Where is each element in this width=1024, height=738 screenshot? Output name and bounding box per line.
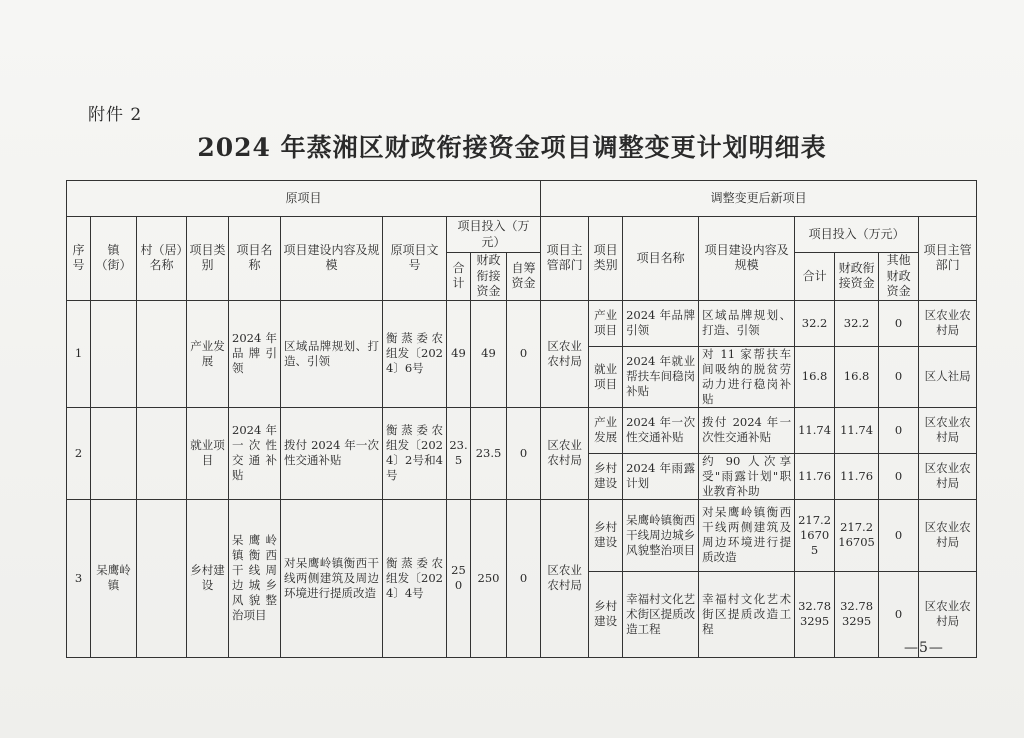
new-content-header: 项目建设内容及规模 — [699, 217, 795, 301]
village-header: 村（居）名称 — [137, 217, 187, 301]
doc-no-cell: 衡蒸委农组发〔2024〕4号 — [383, 499, 447, 657]
new-project-header: 调整变更后新项目 — [541, 181, 977, 217]
new-investment-header: 项目投入（万元） — [795, 217, 919, 253]
new-dept-cell: 区农业农村局 — [919, 453, 977, 499]
new-dept-cell: 区农业农村局 — [919, 407, 977, 453]
table-row — [67, 499, 977, 571]
new-other-header: 其他财政资金 — [879, 253, 919, 301]
new-name-cell: 2024 年就业帮扶车间稳岗补贴 — [623, 346, 699, 407]
new-dept-cell: 区农业农村局 — [919, 571, 977, 657]
new-category-cell: 乡村建设 — [589, 571, 623, 657]
self-raised-cell: 0 — [507, 499, 541, 657]
project-adjustment-table — [66, 180, 977, 658]
page-title: 2024 年蒸湘区财政衔接资金项目调整变更计划明细表 — [197, 133, 827, 162]
total-header: 合计 — [447, 253, 471, 301]
new-content-cell: 拨付 2024 年一次性交通补贴 — [699, 407, 795, 453]
category-header: 项目类别 — [187, 217, 229, 301]
new-category-cell: 乡村建设 — [589, 453, 623, 499]
name-header: 项目名称 — [229, 217, 281, 301]
name-cell: 2024年品牌引领 — [229, 300, 281, 407]
town-cell — [91, 407, 137, 499]
village-cell — [137, 407, 187, 499]
new-fiscal-cell: 11.74 — [835, 407, 879, 453]
new-category-cell: 乡村建设 — [589, 499, 623, 571]
new-other-cell: 0 — [879, 571, 919, 657]
content-header: 项目建设内容及规模 — [281, 217, 383, 301]
new-category-cell: 就业项目 — [589, 346, 623, 407]
new-dept-cell: 区人社局 — [919, 346, 977, 407]
new-name-cell: 呆鹰岭镇衡西干线周边城乡风貌整治项目 — [623, 499, 699, 571]
category-cell: 乡村建设 — [187, 499, 229, 657]
name-cell: 2024年一次性交通补贴 — [229, 407, 281, 499]
new-total-cell: 11.76 — [795, 453, 835, 499]
content-cell: 对呆鹰岭镇衡西干线两侧建筑及周边环境进行提质改造 — [281, 499, 383, 657]
seq-header: 序号 — [67, 217, 91, 301]
new-other-cell: 0 — [879, 407, 919, 453]
doc-no-cell: 衡蒸委农组发〔2024〕2号和4号 — [383, 407, 447, 499]
new-fiscal-cell: 32.2 — [835, 300, 879, 346]
attachment-label: 附件 2 — [88, 105, 143, 125]
village-cell — [137, 499, 187, 657]
content-cell: 拨付 2024 年一次性交通补贴 — [281, 407, 383, 499]
seq-cell: 2 — [67, 407, 91, 499]
total-cell: 49 — [447, 300, 471, 407]
new-total-header: 合计 — [795, 253, 835, 301]
content-cell: 区域品牌规划、打造、引领 — [281, 300, 383, 407]
dept-cell: 区农业农村局 — [541, 300, 589, 407]
new-fiscal-cell: 32.783295 — [835, 571, 879, 657]
doc-no-header: 原项目文号 — [383, 217, 447, 301]
fiscal-cell: 49 — [471, 300, 507, 407]
new-dept-cell: 区农业农村局 — [919, 300, 977, 346]
new-category-header: 项目类别 — [589, 217, 623, 301]
new-content-cell: 对呆鹰岭镇衡西干线两侧建筑及周边环境进行提质改造 — [699, 499, 795, 571]
new-dept-header: 项目主管部门 — [919, 217, 977, 301]
new-category-cell: 产业发展 — [589, 407, 623, 453]
self-raised-cell: 0 — [507, 300, 541, 407]
new-fiscal-cell: 16.8 — [835, 346, 879, 407]
town-cell — [91, 300, 137, 407]
new-total-cell: 217.216705 — [795, 499, 835, 571]
fiscal-cell: 23.5 — [471, 407, 507, 499]
page-number: —5— — [904, 640, 944, 656]
new-content-cell: 幸福村文化艺术街区提质改造工程 — [699, 571, 795, 657]
village-cell — [137, 300, 187, 407]
table-row — [67, 407, 977, 453]
fiscal-header: 财政衔接资金 — [471, 253, 507, 301]
new-name-cell: 2024 年一次性交通补贴 — [623, 407, 699, 453]
fiscal-cell: 250 — [471, 499, 507, 657]
dept-cell: 区农业农村局 — [541, 407, 589, 499]
new-name-cell: 2024 年品牌引领 — [623, 300, 699, 346]
self-raised-header: 自筹资金 — [507, 253, 541, 301]
total-cell: 250 — [447, 499, 471, 657]
new-category-cell: 产业项目 — [589, 300, 623, 346]
new-content-cell: 约 90 人次享受"雨露计划"职业教育补助 — [699, 453, 795, 499]
dept-header: 项目主管部门 — [541, 217, 589, 301]
new-content-cell: 区域品牌规划、打造、引领 — [699, 300, 795, 346]
original-project-header: 原项目 — [67, 181, 541, 217]
table-row — [67, 300, 977, 346]
new-other-cell: 0 — [879, 499, 919, 571]
new-total-cell: 32.2 — [795, 300, 835, 346]
new-content-cell: 对 11 家帮扶车间吸纳的脱贫劳动力进行稳岗补贴 — [699, 346, 795, 407]
new-total-cell: 16.8 — [795, 346, 835, 407]
self-raised-cell: 0 — [507, 407, 541, 499]
new-name-header: 项目名称 — [623, 217, 699, 301]
new-total-cell: 11.74 — [795, 407, 835, 453]
category-cell: 产业发展 — [187, 300, 229, 407]
category-cell: 就业项目 — [187, 407, 229, 499]
doc-no-cell: 衡蒸委农组发〔2024〕6号 — [383, 300, 447, 407]
town-cell: 呆鹰岭镇 — [91, 499, 137, 657]
new-fiscal-cell: 11.76 — [835, 453, 879, 499]
seq-cell: 3 — [67, 499, 91, 657]
town-header: 镇（街） — [91, 217, 137, 301]
new-name-cell: 2024 年雨露计划 — [623, 453, 699, 499]
new-other-cell: 0 — [879, 453, 919, 499]
new-other-cell: 0 — [879, 346, 919, 407]
new-fiscal-header: 财政衔接资金 — [835, 253, 879, 301]
new-fiscal-cell: 217.216705 — [835, 499, 879, 571]
new-other-cell: 0 — [879, 300, 919, 346]
dept-cell: 区农业农村局 — [541, 499, 589, 657]
new-dept-cell: 区农业农村局 — [919, 499, 977, 571]
seq-cell: 1 — [67, 300, 91, 407]
investment-header: 项目投入（万元） — [447, 217, 541, 253]
new-name-cell: 幸福村文化艺术街区提质改造工程 — [623, 571, 699, 657]
new-total-cell: 32.783295 — [795, 571, 835, 657]
total-cell: 23.5 — [447, 407, 471, 499]
name-cell: 呆鹰岭镇衡西干线周边城乡风貌整治项目 — [229, 499, 281, 657]
